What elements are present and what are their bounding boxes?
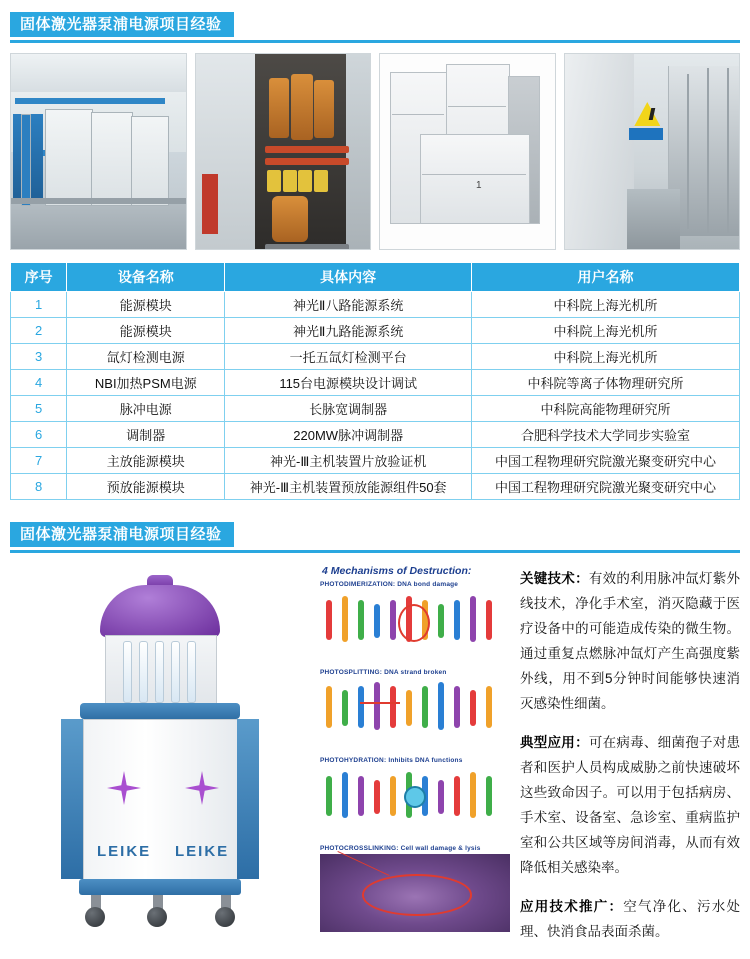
text-block-technology-promotion [520,895,740,945]
cell-no: 7 [11,448,67,474]
cell-user: 中国工程物理研究院激光聚变研究中心 [472,474,740,500]
mechanism-panel-photodimerization [320,581,510,665]
photo-open-cabinet-capacitors [195,53,372,250]
table-row [11,396,740,422]
cell-content: 神光-Ⅲ主机装置片放验证机 [225,448,472,474]
cell-user: 中科院高能物理研究所 [472,396,740,422]
cell-device: NBI加热PSM电源 [67,370,225,396]
uv-lamp-dome [100,585,220,637]
cell-content: 神光Ⅱ八路能源系统 [225,292,472,318]
table-row [11,292,740,318]
col-header-device: 设备名称 [67,263,225,292]
cell-device: 主放能源模块 [67,448,225,474]
mechanisms-diagram [320,565,510,959]
table-row [11,474,740,500]
cell-no: 4 [11,370,67,396]
cell-user: 中国工程物理研究院激光聚变研究中心 [472,448,740,474]
mechanism-panel-photocrosslinking [320,845,510,939]
brand-label-left: LEIKE [97,843,152,860]
cell-no: 1 [11,292,67,318]
text-body: 空气净化、污水处理、快消食品表面杀菌。 [520,898,740,939]
table-row [11,370,740,396]
mechanisms-title: 4 Mechanisms of Destruction: [322,565,472,577]
cell-device: 预放能源模块 [67,474,225,500]
cell-content: 长脉宽调制器 [225,396,472,422]
caster-wheel [215,907,235,927]
mechanism-label: PHOTODIMERIZATION: DNA bond damage [320,581,459,588]
cell-content: 一托五氙灯检测平台 [225,344,472,370]
disinfection-robot-image [10,565,310,935]
col-header-user: 用户名称 [472,263,740,292]
brand-label-right: LEIKE [175,843,230,860]
text-block-typical-application [520,731,740,881]
caster-wheel [85,907,105,927]
cell-content: 神光Ⅱ九路能源系统 [225,318,472,344]
caster-wheel [147,907,167,927]
bottom-content [10,565,740,959]
cell-no: 8 [11,474,67,500]
cell-no: 6 [11,422,67,448]
cell-no: 2 [11,318,67,344]
cell-device: 氙灯检测电源 [67,344,225,370]
cell-user: 中科院上海光机所 [472,292,740,318]
cell-micrograph [320,854,510,932]
cell-device: 能源模块 [67,318,225,344]
section-header-2 [10,522,740,553]
cell-user: 中科院等离子体物理研究所 [472,370,740,396]
section-title-1: 固体激光器泵浦电源项目经验 [10,12,234,37]
cell-user: 合肥科学技术大学同步实验室 [472,422,740,448]
cell-user: 中科院上海光机所 [472,344,740,370]
table-row [11,448,740,474]
cell-no: 5 [11,396,67,422]
table-row [11,344,740,370]
description-text [520,565,740,959]
photo-power-room-cabinets [10,53,187,250]
table-row [11,318,740,344]
project-experience-table [10,262,740,500]
cell-no: 3 [11,344,67,370]
cell-user: 中科院上海光机所 [472,318,740,344]
section-header-1 [10,12,740,43]
col-header-content: 具体内容 [225,263,472,292]
cell-device: 调制器 [67,422,225,448]
table-header-row [11,263,740,292]
text-body: 可在病毒、细菌孢子对患者和医护人员构成威胁之前快速破坏这些致命因子。可以用于包括病房、手术室、设备室、急诊室、重病监护室和公共区域等房间消毒，从而有效降低相关感染率。 [520,734,741,875]
photo-white-cabinet-units [379,53,556,250]
text-heading: 典型应用： [520,734,589,750]
mechanism-label: PHOTOSPLITTING: DNA strand broken [320,669,447,676]
text-body: 有效的利用脉冲氙灯紫外线技术，净化手术室，消灭隐藏于医疗设备中的可能造成传染的微生物。通过重复点燃脉冲氙灯产生高强度紫外线，用不到5分钟时间能够快速消灭感染性细菌。 [520,571,741,711]
text-heading: 关键技术： [520,571,589,586]
photo-caption-number: 1 [476,180,482,191]
mechanism-label: PHOTOCROSSLINKING: Cell wall damage & lysis [320,845,481,852]
cell-content: 115台电源模块设计调试 [225,370,472,396]
photo-equipment-corridor [564,53,741,250]
cell-device: 能源模块 [67,292,225,318]
text-heading: 应用技术推广： [520,898,624,914]
hazard-warning-icon [634,102,660,126]
table-row [11,422,740,448]
mechanism-label: PHOTOHYDRATION: Inhibits DNA functions [320,757,463,764]
section-title-2: 固体激光器泵浦电源项目经验 [10,522,234,547]
mechanism-panel-photosplitting [320,669,510,753]
cell-device: 脉冲电源 [67,396,225,422]
text-block-key-technology [520,567,740,717]
photo-strip [10,53,740,250]
col-header-no: 序号 [11,263,67,292]
mechanism-panel-photohydration [320,757,510,841]
cell-content: 神光-Ⅲ主机装置预放能源组件50套 [225,474,472,500]
cell-content: 220MW脉冲调制器 [225,422,472,448]
